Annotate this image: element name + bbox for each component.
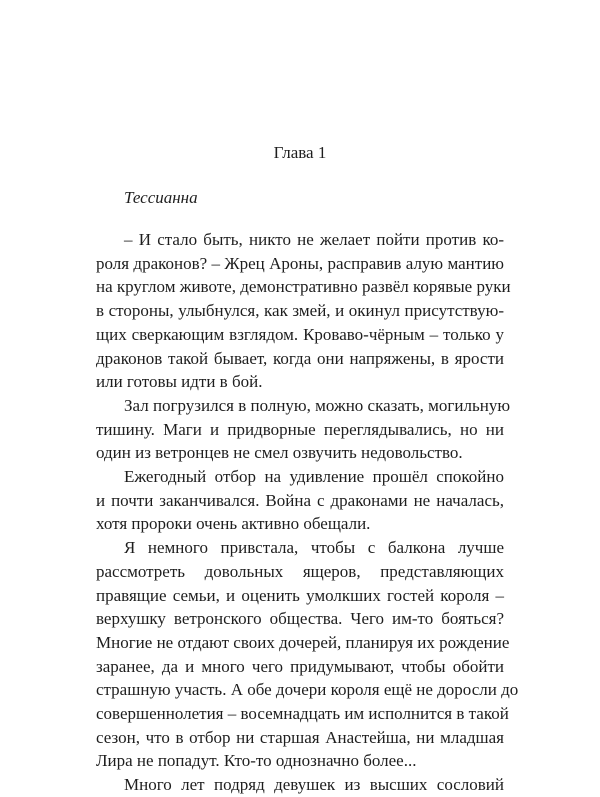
body-text: [96, 228, 519, 797]
text-line: совершеннолетия – восемнадцать им исполнится в такой: [96, 704, 509, 724]
text-line: один из ветронцев не смел озвучить недовольство.: [96, 443, 463, 463]
text-line: Многие не отдают своих дочерей, планируя их рождение: [96, 632, 510, 652]
text-line: драконов такой бывает, когда они напряжены, в ярости: [96, 348, 504, 368]
text-line: хотя пророки очень активно обещали.: [96, 514, 371, 534]
text-line: рассмотреть довольных ящеров, представляющих: [96, 561, 504, 581]
text-line: Ежегодный отбор на удивление прошёл спокойно: [124, 467, 504, 487]
text-line: роля драконов? – Жрец Ароны, расправив алую мантию: [96, 253, 504, 273]
text-line: заранее, да и много чего придумывают, чтобы обойти: [96, 656, 504, 676]
chapter-title: Глава 1: [273, 143, 327, 162]
text-line: и почти заканчивался. Война с драконами не началась,: [96, 490, 504, 510]
text-line: или готовы идти в бой.: [96, 372, 263, 392]
paragraph: [96, 536, 519, 773]
text-line: на круглом животе, демонстративно развёл корявые руки: [96, 277, 511, 297]
paragraph: [96, 228, 511, 394]
text-line: Много лет подряд девушек из высших сословий: [124, 775, 504, 795]
paragraph: [96, 394, 511, 465]
text-line: – И стало быть, никто не желает пойти против ко-: [124, 230, 504, 249]
text-line: страшную участь. А обе дочери короля ещё не доросли до: [96, 680, 519, 700]
text-line: щих сверкающим взглядом. Кроваво-чёрным – только у: [96, 324, 504, 344]
narrator-heading: Тессианна: [124, 188, 198, 207]
text-line: тишину. Маги и придворные переглядывались, но ни: [96, 419, 504, 439]
text-line: Лира не попадут. Кто-то однозначно более...: [96, 751, 417, 771]
text-line: сезон, что в отбор ни старшая Анастейша, ни младшая: [96, 727, 504, 747]
text-line: Зал погрузился в полную, можно сказать, могильную: [124, 395, 511, 415]
text-line: в стороны, улыбнулся, как змей, и окинул присутствую-: [96, 301, 504, 321]
paragraph: [96, 773, 504, 797]
text-line: правящие семьи, и оценить умолкших гостей короля –: [96, 585, 504, 605]
text-line: Я немного привстала, чтобы с балкона лучше: [124, 538, 504, 558]
text-line: верхушку ветронского общества. Чего им-то бояться?: [96, 609, 504, 629]
paragraph: [96, 465, 504, 536]
